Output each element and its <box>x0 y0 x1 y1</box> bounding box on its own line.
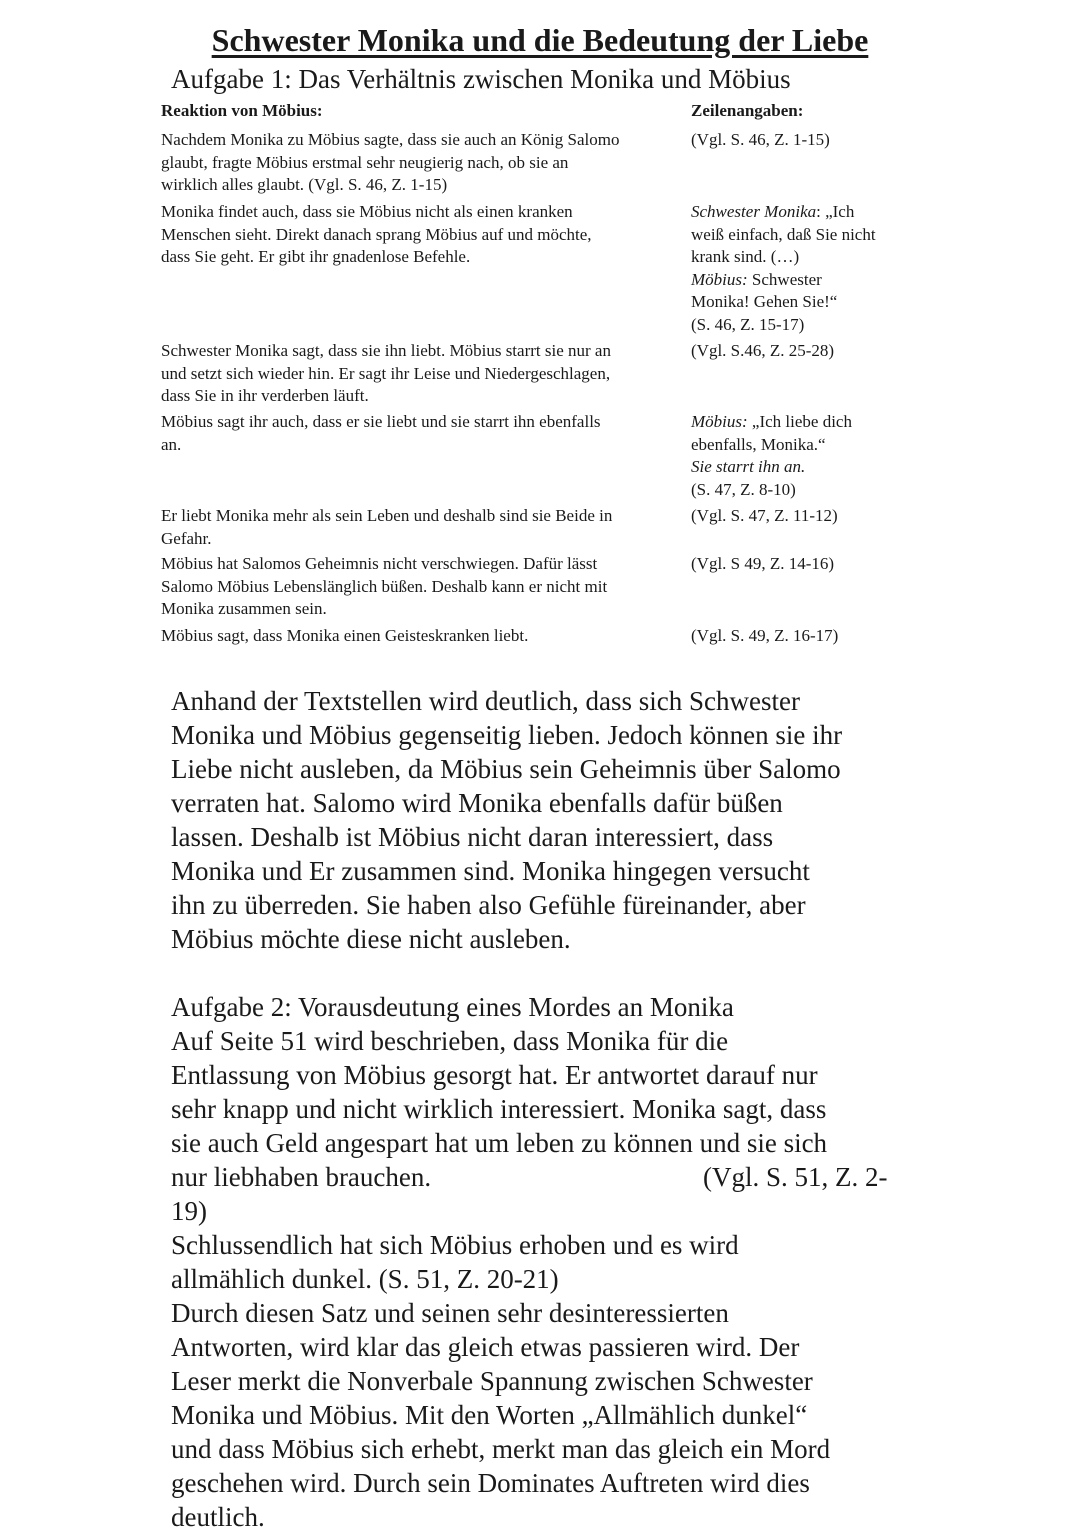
line-ref-cell: (Vgl. S. 49, Z. 16-17) <box>691 626 839 645</box>
quote-text: Schwester Monika! Gehen Sie!“ (S. 46, Z. 15-17) <box>691 269 838 334</box>
task1-heading: Aufgabe 1: Das Verhältnis zwischen Monika und Möbius <box>171 64 791 94</box>
column-header-reaction: Reaktion von Möbius: <box>161 101 323 120</box>
document-title: Schwester Monika und die Bedeutung der Liebe <box>211 22 869 58</box>
line-ref-cell: (Vgl. S 49, Z. 14-16) <box>691 554 835 573</box>
reaction-cell: Nachdem Monika zu Möbius sagte, dass sie auch an König Salomo glaubt, fragte Möbius erstmal sehr neugierig nach, ob sie an wirklich alles glaubt. (Vgl. S. 46, Z. 1-15) <box>161 130 620 194</box>
reaction-cell: Monika findet auch, dass sie Möbius nicht als einen kranken Menschen sieht. Direkt danach sprang Möbius auf und möchte, dass Sie geht. Er gibt ihr gnadenlose Befehle. <box>161 202 592 266</box>
page-reference: (Vgl. S. 51, Z. 2- <box>703 1162 888 1192</box>
quote-text: (S. 47, Z. 8-10) <box>691 479 796 499</box>
speaker-name: Schwester Monika <box>691 202 817 221</box>
line-ref-cell: (Vgl. S. 46, Z. 1-15) <box>691 130 830 149</box>
column-header-lines: Zeilenangaben: <box>691 101 804 120</box>
summary-paragraph: Anhand der Textstellen wird deutlich, dass sich Schwester Monika und Möbius gegenseitig lieben. Jedoch können sie ihr Liebe nicht ausleben, da Möbius sein Geheimnis über Salomo verraten hat. Salomo wird Monika ebenfalls dafür büßen lassen. Deshalb ist Möbius nicht daran interessiert, dass Monika und Er zusammen sind. Monika hingegen versucht ihn zu überreden. Sie haben also Gefühle füreinander, aber Möbius möchte diese nicht ausleben. <box>171 686 843 954</box>
reaction-cell: Möbius sagt, dass Monika einen Geisteskranken liebt. <box>161 626 529 645</box>
task2-paragraph-1: Auf Seite 51 wird beschrieben, dass Monika für die Entlassung von Möbius gesorgt hat. Er antwortet darauf nur sehr knapp und nicht wirklich interessiert. Monika sagt, dass sie auch Geld angespart hat um leben zu können und sie sich nur liebhaben brauchen. <box>171 1026 828 1192</box>
quote-text: : „Ich weiß einfach, daß Sie nicht krank sind. (…) <box>691 202 876 266</box>
speaker-name: Möbius: <box>691 269 748 289</box>
line-ref-cell: (Vgl. S. 47, Z. 11-12) <box>691 506 838 525</box>
line-ref-cell: (Vgl. S.46, Z. 25-28) <box>691 341 835 360</box>
task2-heading: Aufgabe 2: Vorausdeutung eines Mordes an Monika <box>171 992 734 1022</box>
reaction-cell: Möbius hat Salomos Geheimnis nicht verschwiegen. Dafür lässt Salomo Möbius Lebenslänglich büßen. Deshalb kann er nicht mit Monika zusammen sein. <box>161 554 608 618</box>
line-ref-cell <box>691 201 931 336</box>
reaction-cell: Schwester Monika sagt, dass sie ihn liebt. Möbius starrt sie nur an und setzt sich wieder hin. Er sagt ihr Leise und Niedergeschlagen, dass Sie in ihr verderben läuft. <box>161 341 611 405</box>
speaker-name: Möbius: <box>691 412 748 431</box>
line-ref-cell <box>691 411 931 501</box>
stage-direction: Sie starrt ihn an. <box>691 457 806 476</box>
quote-text: „Ich liebe dich ebenfalls, Monika.“ <box>691 412 852 454</box>
page-reference-continuation: 19) <box>171 1196 207 1226</box>
reaction-cell: Er liebt Monika mehr als sein Leben und deshalb sind sie Beide in Gefahr. <box>161 506 613 548</box>
reaction-cell: Möbius sagt ihr auch, dass er sie liebt und sie starrt ihn ebenfalls an. <box>161 412 601 454</box>
task2-paragraph-2: Schlussendlich hat sich Möbius erhoben und es wird allmählich dunkel. (S. 51, Z. 20-21) Durch diesen Satz und seinen sehr desinteressierten Antworten, wird klar das gleich etwas passieren wird. Der Leser merkt die Nonverbale Spannung zwischen Schwester Monika und Möbius. Mit den Worten „Allmählich dunkel“ und dass Möbius sich erhebt, merkt man das gleich ein Mord geschehen wird. Durch sein Dominates Auftreten wird dies deutlich. <box>171 1230 831 1532</box>
